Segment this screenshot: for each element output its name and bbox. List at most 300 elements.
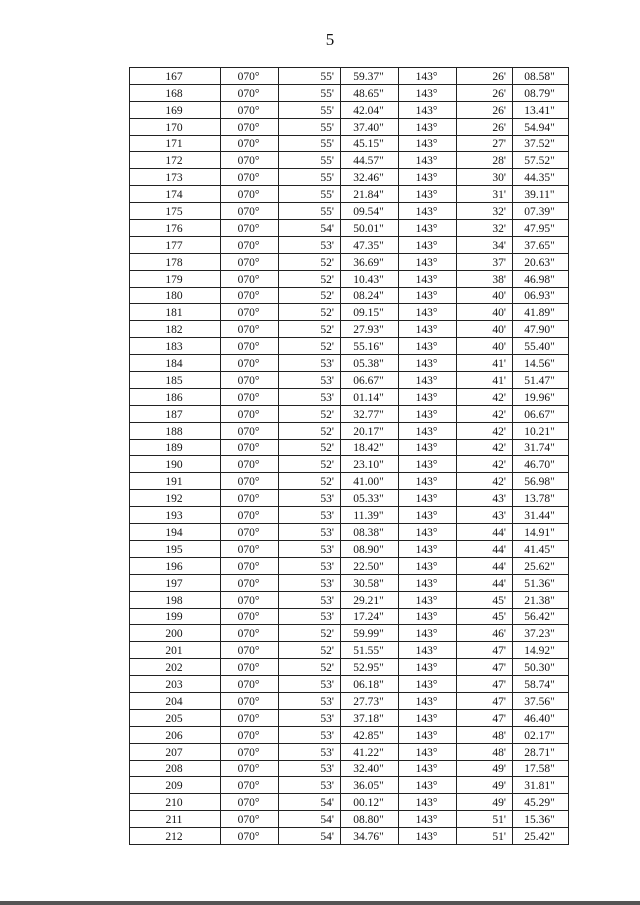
first-second-cell: 32.46" [341,169,399,186]
first-second-cell: 41.22" [341,743,399,760]
first-minute-cell: 53' [279,557,341,574]
first-degree-cell: 070° [221,507,279,524]
first-second-cell: 59.99" [341,625,399,642]
second-minute-cell: 43' [457,507,513,524]
table-row [130,456,569,473]
second-degree-cell: 143° [399,84,457,101]
point-number-cell: 183 [130,338,221,355]
second-minute-cell: 30' [457,169,513,186]
coordinates-table [129,67,569,845]
point-number-cell: 208 [130,760,221,777]
point-number-cell: 185 [130,372,221,389]
second-minute-cell: 27' [457,135,513,152]
table-row [130,794,569,811]
first-minute-cell: 52' [279,473,341,490]
first-second-cell: 32.40" [341,760,399,777]
first-minute-cell: 53' [279,709,341,726]
second-degree-cell: 143° [399,338,457,355]
second-degree-cell: 143° [399,135,457,152]
point-number-cell: 175 [130,203,221,220]
first-degree-cell: 070° [221,101,279,118]
second-minute-cell: 44' [457,540,513,557]
table-row [130,304,569,321]
point-number-cell: 204 [130,692,221,709]
second-minute-cell: 41' [457,372,513,389]
first-degree-cell: 070° [221,152,279,169]
first-degree-cell: 070° [221,777,279,794]
second-second-cell: 31.81" [513,777,569,794]
second-minute-cell: 34' [457,236,513,253]
point-number-cell: 212 [130,828,221,845]
second-second-cell: 31.74" [513,439,569,456]
table-row [130,321,569,338]
first-degree-cell: 070° [221,709,279,726]
table-row [130,388,569,405]
second-minute-cell: 42' [457,439,513,456]
point-number-cell: 184 [130,355,221,372]
first-minute-cell: 52' [279,456,341,473]
point-number-cell: 195 [130,540,221,557]
second-second-cell: 25.62" [513,557,569,574]
first-minute-cell: 53' [279,676,341,693]
second-degree-cell: 143° [399,828,457,845]
first-minute-cell: 55' [279,186,341,203]
point-number-cell: 200 [130,625,221,642]
second-second-cell: 28.71" [513,743,569,760]
second-minute-cell: 26' [457,118,513,135]
second-second-cell: 14.56" [513,355,569,372]
second-degree-cell: 143° [399,152,457,169]
second-second-cell: 25.42" [513,828,569,845]
first-minute-cell: 52' [279,338,341,355]
second-minute-cell: 47' [457,692,513,709]
second-second-cell: 54.94" [513,118,569,135]
point-number-cell: 179 [130,270,221,287]
table-row [130,676,569,693]
point-number-cell: 182 [130,321,221,338]
point-number-cell: 202 [130,659,221,676]
first-degree-cell: 070° [221,811,279,828]
second-degree-cell: 143° [399,524,457,541]
first-degree-cell: 070° [221,355,279,372]
first-second-cell: 36.05" [341,777,399,794]
first-minute-cell: 53' [279,388,341,405]
second-degree-cell: 143° [399,676,457,693]
point-number-cell: 192 [130,490,221,507]
point-number-cell: 186 [130,388,221,405]
first-degree-cell: 070° [221,676,279,693]
point-number-cell: 201 [130,642,221,659]
first-degree-cell: 070° [221,388,279,405]
second-degree-cell: 143° [399,473,457,490]
point-number-cell: 188 [130,422,221,439]
second-minute-cell: 42' [457,405,513,422]
first-minute-cell: 52' [279,642,341,659]
second-degree-cell: 143° [399,68,457,85]
second-degree-cell: 143° [399,726,457,743]
second-minute-cell: 32' [457,220,513,237]
second-degree-cell: 143° [399,642,457,659]
point-number-cell: 196 [130,557,221,574]
first-minute-cell: 55' [279,68,341,85]
table-row [130,118,569,135]
first-minute-cell: 52' [279,422,341,439]
second-second-cell: 37.65" [513,236,569,253]
second-second-cell: 56.42" [513,608,569,625]
second-minute-cell: 47' [457,676,513,693]
second-degree-cell: 143° [399,405,457,422]
first-minute-cell: 53' [279,524,341,541]
first-minute-cell: 53' [279,608,341,625]
second-second-cell: 19.96" [513,388,569,405]
table-row [130,828,569,845]
first-degree-cell: 070° [221,608,279,625]
first-second-cell: 51.55" [341,642,399,659]
second-minute-cell: 40' [457,338,513,355]
second-degree-cell: 143° [399,287,457,304]
first-degree-cell: 070° [221,169,279,186]
second-second-cell: 46.70" [513,456,569,473]
point-number-cell: 176 [130,220,221,237]
second-degree-cell: 143° [399,270,457,287]
first-minute-cell: 52' [279,270,341,287]
first-minute-cell: 52' [279,287,341,304]
second-degree-cell: 143° [399,101,457,118]
first-degree-cell: 070° [221,642,279,659]
point-number-cell: 207 [130,743,221,760]
point-number-cell: 174 [130,186,221,203]
first-degree-cell: 070° [221,760,279,777]
table-row [130,692,569,709]
first-minute-cell: 55' [279,203,341,220]
second-degree-cell: 143° [399,743,457,760]
second-second-cell: 46.98" [513,270,569,287]
second-minute-cell: 45' [457,591,513,608]
first-degree-cell: 070° [221,540,279,557]
table-row [130,287,569,304]
second-minute-cell: 51' [457,828,513,845]
second-minute-cell: 47' [457,659,513,676]
first-degree-cell: 070° [221,287,279,304]
first-degree-cell: 070° [221,68,279,85]
second-second-cell: 06.93" [513,287,569,304]
point-number-cell: 194 [130,524,221,541]
table-row [130,540,569,557]
second-degree-cell: 143° [399,591,457,608]
first-degree-cell: 070° [221,591,279,608]
first-minute-cell: 54' [279,794,341,811]
point-number-cell: 209 [130,777,221,794]
point-number-cell: 197 [130,574,221,591]
point-number-cell: 168 [130,84,221,101]
first-second-cell: 41.00" [341,473,399,490]
second-minute-cell: 44' [457,557,513,574]
first-degree-cell: 070° [221,557,279,574]
first-minute-cell: 54' [279,828,341,845]
first-minute-cell: 52' [279,659,341,676]
second-degree-cell: 143° [399,692,457,709]
second-degree-cell: 143° [399,203,457,220]
second-minute-cell: 31' [457,186,513,203]
first-degree-cell: 070° [221,84,279,101]
table-row [130,405,569,422]
first-minute-cell: 52' [279,304,341,321]
table-row [130,524,569,541]
point-number-cell: 171 [130,135,221,152]
second-minute-cell: 42' [457,473,513,490]
table-row [130,473,569,490]
table-row [130,220,569,237]
second-second-cell: 14.91" [513,524,569,541]
second-degree-cell: 143° [399,507,457,524]
second-minute-cell: 49' [457,777,513,794]
second-second-cell: 37.23" [513,625,569,642]
second-second-cell: 41.45" [513,540,569,557]
second-second-cell: 47.90" [513,321,569,338]
second-minute-cell: 48' [457,726,513,743]
table-row [130,203,569,220]
point-number-cell: 189 [130,439,221,456]
first-degree-cell: 070° [221,743,279,760]
second-degree-cell: 143° [399,253,457,270]
table-row [130,152,569,169]
second-degree-cell: 143° [399,625,457,642]
first-minute-cell: 55' [279,84,341,101]
point-number-cell: 181 [130,304,221,321]
second-second-cell: 58.74" [513,676,569,693]
second-minute-cell: 26' [457,68,513,85]
first-second-cell: 06.67" [341,372,399,389]
first-second-cell: 37.40" [341,118,399,135]
second-minute-cell: 40' [457,304,513,321]
first-second-cell: 10.43" [341,270,399,287]
first-degree-cell: 070° [221,372,279,389]
point-number-cell: 173 [130,169,221,186]
table-row [130,557,569,574]
first-minute-cell: 52' [279,625,341,642]
first-second-cell: 05.38" [341,355,399,372]
second-degree-cell: 143° [399,777,457,794]
first-degree-cell: 070° [221,220,279,237]
first-degree-cell: 070° [221,828,279,845]
second-degree-cell: 143° [399,304,457,321]
first-second-cell: 01.14" [341,388,399,405]
first-degree-cell: 070° [221,692,279,709]
second-degree-cell: 143° [399,321,457,338]
first-minute-cell: 53' [279,490,341,507]
second-second-cell: 39.11" [513,186,569,203]
second-degree-cell: 143° [399,372,457,389]
first-degree-cell: 070° [221,422,279,439]
second-second-cell: 50.30" [513,659,569,676]
second-minute-cell: 47' [457,642,513,659]
first-degree-cell: 070° [221,439,279,456]
first-minute-cell: 53' [279,372,341,389]
second-second-cell: 31.44" [513,507,569,524]
point-number-cell: 167 [130,68,221,85]
table-row [130,659,569,676]
first-degree-cell: 070° [221,338,279,355]
table-row [130,270,569,287]
first-second-cell: 37.18" [341,709,399,726]
first-minute-cell: 55' [279,169,341,186]
second-minute-cell: 48' [457,743,513,760]
second-second-cell: 37.56" [513,692,569,709]
point-number-cell: 191 [130,473,221,490]
second-minute-cell: 49' [457,794,513,811]
first-second-cell: 08.38" [341,524,399,541]
first-second-cell: 48.65" [341,84,399,101]
table-row [130,574,569,591]
second-degree-cell: 143° [399,811,457,828]
first-degree-cell: 070° [221,625,279,642]
second-minute-cell: 43' [457,490,513,507]
second-degree-cell: 143° [399,540,457,557]
first-second-cell: 52.95" [341,659,399,676]
first-minute-cell: 54' [279,220,341,237]
first-degree-cell: 070° [221,574,279,591]
second-second-cell: 21.38" [513,591,569,608]
first-second-cell: 47.35" [341,236,399,253]
second-degree-cell: 143° [399,659,457,676]
first-minute-cell: 52' [279,253,341,270]
first-minute-cell: 53' [279,777,341,794]
second-second-cell: 13.41" [513,101,569,118]
second-minute-cell: 51' [457,811,513,828]
first-second-cell: 08.24" [341,287,399,304]
first-second-cell: 34.76" [341,828,399,845]
first-minute-cell: 53' [279,540,341,557]
first-degree-cell: 070° [221,405,279,422]
point-number-cell: 180 [130,287,221,304]
first-degree-cell: 070° [221,118,279,135]
table-row [130,760,569,777]
second-second-cell: 56.98" [513,473,569,490]
second-second-cell: 47.95" [513,220,569,237]
second-degree-cell: 143° [399,220,457,237]
first-minute-cell: 53' [279,692,341,709]
second-second-cell: 44.35" [513,169,569,186]
second-minute-cell: 42' [457,388,513,405]
table-row [130,507,569,524]
second-second-cell: 55.40" [513,338,569,355]
second-degree-cell: 143° [399,574,457,591]
page-bottom-edge [0,901,640,905]
second-second-cell: 13.78" [513,490,569,507]
first-minute-cell: 53' [279,236,341,253]
point-number-cell: 199 [130,608,221,625]
first-degree-cell: 070° [221,726,279,743]
table-row [130,355,569,372]
second-degree-cell: 143° [399,186,457,203]
second-minute-cell: 45' [457,608,513,625]
second-degree-cell: 143° [399,439,457,456]
first-minute-cell: 53' [279,591,341,608]
second-second-cell: 51.47" [513,372,569,389]
first-minute-cell: 55' [279,135,341,152]
second-degree-cell: 143° [399,388,457,405]
first-minute-cell: 53' [279,726,341,743]
table-row [130,439,569,456]
second-second-cell: 17.58" [513,760,569,777]
second-minute-cell: 44' [457,524,513,541]
second-second-cell: 15.36" [513,811,569,828]
first-second-cell: 27.73" [341,692,399,709]
second-minute-cell: 44' [457,574,513,591]
second-degree-cell: 143° [399,355,457,372]
first-degree-cell: 070° [221,473,279,490]
point-number-cell: 178 [130,253,221,270]
first-degree-cell: 070° [221,203,279,220]
second-degree-cell: 143° [399,557,457,574]
first-second-cell: 42.85" [341,726,399,743]
point-number-cell: 198 [130,591,221,608]
first-second-cell: 20.17" [341,422,399,439]
second-minute-cell: 37' [457,253,513,270]
first-second-cell: 36.69" [341,253,399,270]
first-minute-cell: 52' [279,405,341,422]
first-second-cell: 08.80" [341,811,399,828]
table-row [130,101,569,118]
first-degree-cell: 070° [221,659,279,676]
second-minute-cell: 26' [457,101,513,118]
table-row [130,236,569,253]
second-second-cell: 02.17" [513,726,569,743]
table-row [130,709,569,726]
first-minute-cell: 52' [279,321,341,338]
second-minute-cell: 42' [457,422,513,439]
table-row [130,743,569,760]
first-second-cell: 18.42" [341,439,399,456]
second-second-cell: 37.52" [513,135,569,152]
second-minute-cell: 40' [457,321,513,338]
page-number: 5 [325,30,335,49]
first-degree-cell: 070° [221,321,279,338]
second-second-cell: 07.39" [513,203,569,220]
table-row [130,186,569,203]
point-number-cell: 193 [130,507,221,524]
table-row [130,135,569,152]
point-number-cell: 211 [130,811,221,828]
point-number-cell: 206 [130,726,221,743]
first-degree-cell: 070° [221,236,279,253]
second-degree-cell: 143° [399,794,457,811]
second-degree-cell: 143° [399,709,457,726]
first-second-cell: 27.93" [341,321,399,338]
second-minute-cell: 41' [457,355,513,372]
second-second-cell: 51.36" [513,574,569,591]
table-row [130,169,569,186]
second-second-cell: 06.67" [513,405,569,422]
first-second-cell: 55.16" [341,338,399,355]
first-degree-cell: 070° [221,186,279,203]
table-row [130,777,569,794]
first-degree-cell: 070° [221,490,279,507]
first-degree-cell: 070° [221,253,279,270]
second-minute-cell: 46' [457,625,513,642]
first-second-cell: 09.54" [341,203,399,220]
first-second-cell: 09.15" [341,304,399,321]
table-row [130,811,569,828]
first-minute-cell: 55' [279,118,341,135]
first-minute-cell: 53' [279,574,341,591]
second-degree-cell: 143° [399,490,457,507]
table-row [130,625,569,642]
first-minute-cell: 55' [279,101,341,118]
point-number-cell: 205 [130,709,221,726]
second-second-cell: 08.58" [513,68,569,85]
second-degree-cell: 143° [399,760,457,777]
